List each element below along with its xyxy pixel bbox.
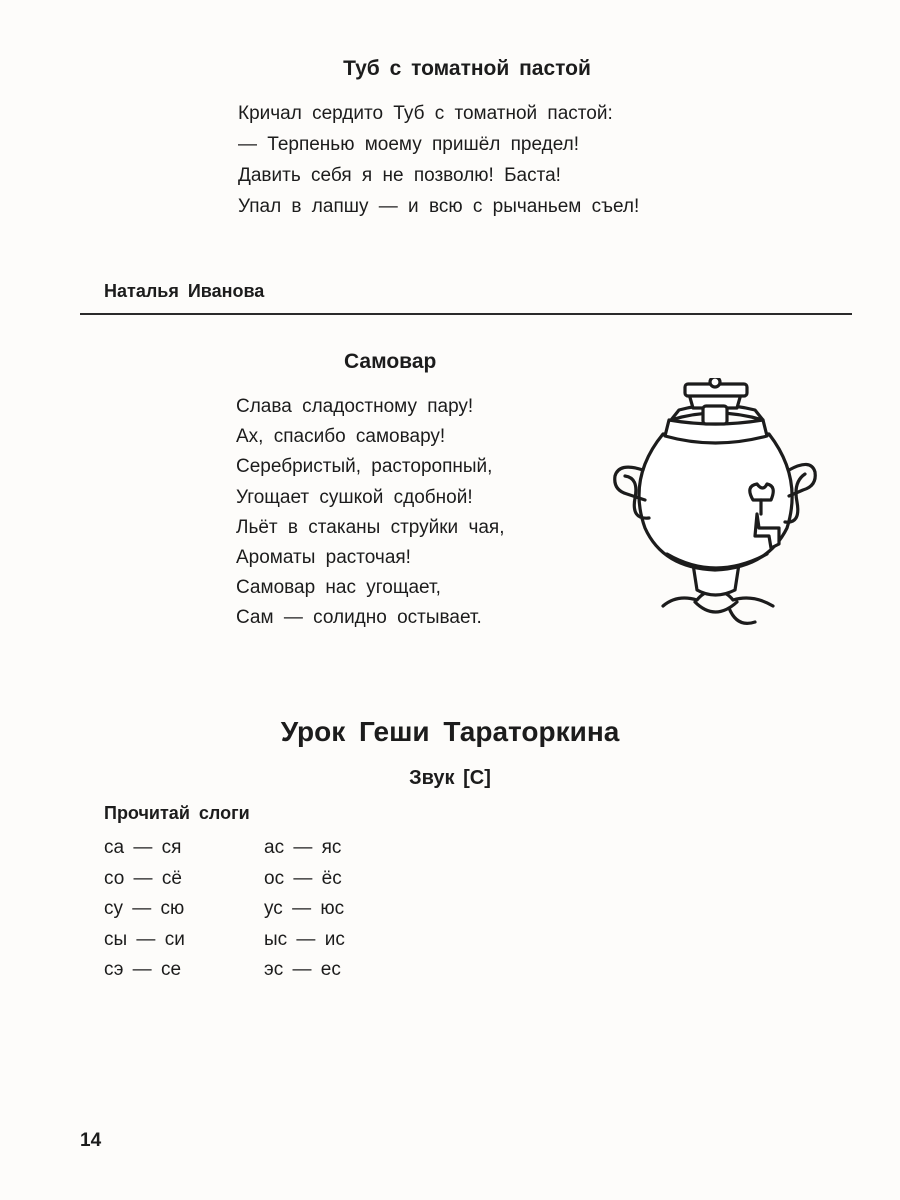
section-divider xyxy=(80,313,852,315)
poem-line: Серебристый, расторопный, xyxy=(236,456,493,478)
poem-title-tub: Туб с томатной пастой xyxy=(343,57,591,80)
author-name: Наталья Иванова xyxy=(104,281,265,301)
poem-line: Самовар нас угощает, xyxy=(236,577,441,599)
poem-line: Сам — солидно остывает. xyxy=(236,607,482,629)
syllable-pair: сы — си xyxy=(104,928,185,950)
syllable-pair: ыс — ис xyxy=(264,928,345,950)
lesson-sound: Звук [С] xyxy=(409,767,491,789)
syllable-pair: сэ — се xyxy=(104,959,182,980)
poem-line: Льёт в стаканы струйки чая, xyxy=(236,516,505,538)
syllable-pair: ус — юс xyxy=(264,898,345,919)
poem-line: Давить себя я не позволю! Баста! xyxy=(238,165,561,186)
syllable-pair: ас — яс xyxy=(264,837,342,858)
poem-line: — Терпенью моему пришёл предел! xyxy=(238,134,580,155)
poem-tub-body xyxy=(238,98,639,222)
poem-line: Ароматы расточая! xyxy=(236,546,411,568)
syllables-column-2 xyxy=(264,833,345,986)
lesson-instruction: Прочитай слоги xyxy=(104,803,250,823)
syllable-pair: ос — ёс xyxy=(264,867,342,889)
page-number: 14 xyxy=(80,1130,102,1151)
poem-line: Ах, спасибо самовару! xyxy=(236,426,446,448)
syllable-pair: су — сю xyxy=(104,898,185,919)
samovar-illustration xyxy=(605,378,830,633)
syllable-pair: со — сё xyxy=(104,867,182,889)
poem-line: Упал в лапшу — и всю с рычаньем съел! xyxy=(238,196,640,217)
poem-line: Угощает сушкой сдобной! xyxy=(236,486,473,508)
poem-line: Слава сладостному пару! xyxy=(236,396,474,417)
syllable-pair: са — ся xyxy=(104,837,182,858)
syllable-pair: эс — ес xyxy=(264,959,341,980)
poem-title-samovar: Самовар xyxy=(344,350,437,373)
syllables-column-1 xyxy=(104,833,185,986)
poem-line: Кричал сердито Туб с томатной пастой: xyxy=(238,103,613,124)
poem-samovar-body xyxy=(236,392,504,634)
lesson-title: Урок Геши Тараторкина xyxy=(280,716,620,747)
